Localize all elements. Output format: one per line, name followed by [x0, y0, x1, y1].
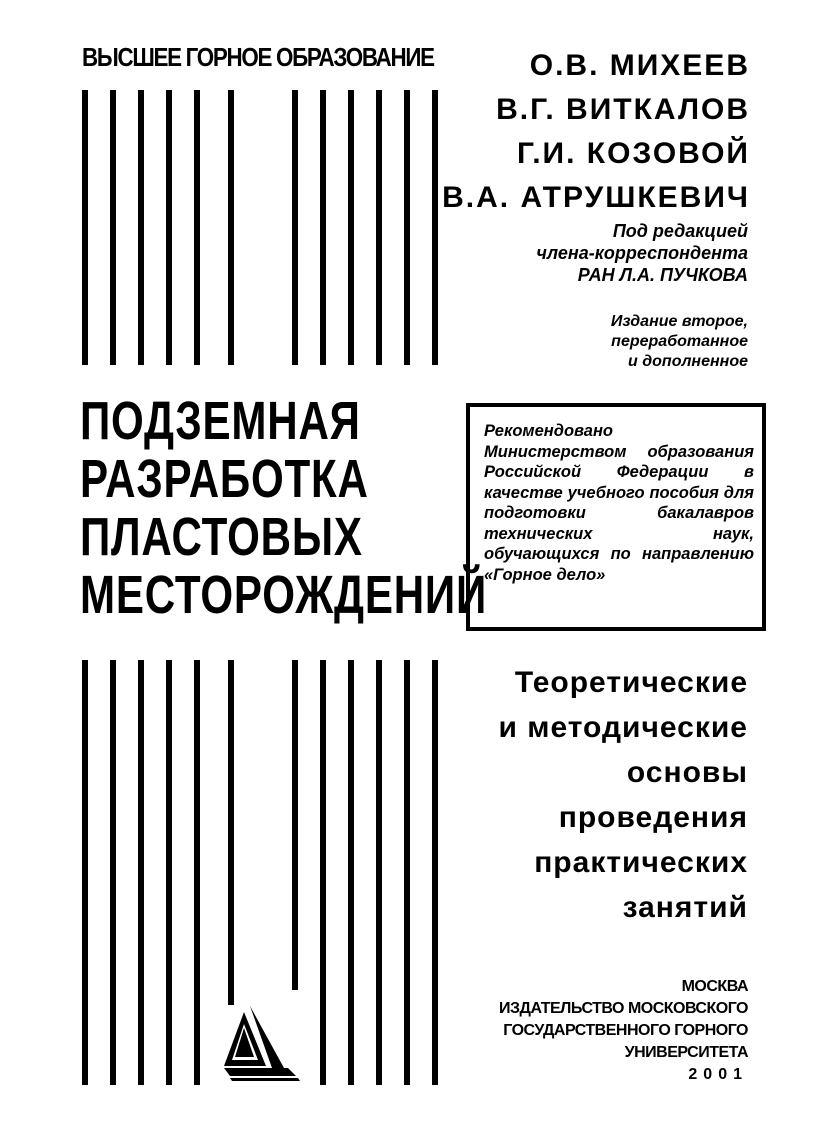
stripe [110, 90, 116, 365]
recommendation-text: Рекомендовано Министерством образования Российской Федерации в качестве учебного пособия для подготовки бакалавров технических наук, обучающихся по направлению «Горное дело» [484, 422, 754, 584]
publisher-line: ГОСУДАРСТВЕННОГО ГОРНОГО [503, 1022, 748, 1039]
stripe [166, 660, 172, 1085]
stripe [432, 90, 438, 365]
edition-line: переработанное [611, 333, 748, 350]
stripe [376, 90, 382, 365]
subtitle-line: Теоретические [514, 666, 748, 699]
author-name: О.В. МИХЕЕВ [529, 49, 750, 82]
stripe [228, 660, 234, 1005]
stripe [348, 660, 354, 1085]
author-name: Г.И. КОЗОВОЙ [516, 137, 750, 170]
subtitle-line: занятий [622, 891, 748, 924]
editor-line: члена-корреспондента [536, 243, 748, 263]
editor-line: РАН Л.А. ПУЧКОВА [577, 265, 748, 285]
stripe [228, 90, 234, 365]
stripe [82, 660, 88, 1085]
stripe [320, 660, 326, 1085]
stripe [292, 90, 298, 365]
publisher-block [499, 976, 748, 1086]
stripe [404, 90, 410, 365]
stripe [320, 90, 326, 365]
editor-note [536, 220, 748, 286]
book-subtitle [498, 660, 748, 930]
title-line: ПЛАСТОВЫХ [80, 507, 363, 567]
publisher-line: МОСКВА [681, 978, 748, 995]
stripe [138, 90, 144, 365]
publisher-line: ИЗДАТЕЛЬСТВО МОСКОВСКОГО [499, 1000, 748, 1017]
book-title [80, 391, 488, 625]
stripe [138, 660, 144, 1085]
editor-line: Под редакцией [612, 221, 748, 241]
stripe [292, 660, 298, 990]
stripe [432, 660, 438, 1085]
stripe [404, 660, 410, 1085]
subtitle-line: проведения [558, 801, 748, 834]
series-label: ВЫСШЕЕ ГОРНОЕ ОБРАЗОВАНИЕ [82, 42, 434, 72]
stripe [376, 660, 382, 1085]
author-name: В.А. АТРУШКЕВИЧ [442, 181, 750, 214]
subtitle-line: и методические [498, 711, 748, 744]
title-line: МЕСТОРОЖДЕНИЙ [80, 565, 488, 625]
title-line: ПОДЗЕМНАЯ [80, 391, 361, 451]
publisher-line: УНИВЕРСИТЕТА [624, 1044, 748, 1061]
edition-note [611, 312, 748, 372]
authors-list [442, 44, 750, 220]
edition-line: Издание второе, [610, 313, 748, 330]
stripe [166, 90, 172, 365]
subtitle-line: практических [534, 846, 748, 879]
edition-line: и дополненное [628, 353, 748, 370]
author-name: В.Г. ВИТКАЛОВ [496, 93, 750, 126]
recommendation-box [466, 403, 766, 631]
publisher-triangle-book-icon [222, 1002, 304, 1082]
publication-year: 2001 [688, 1066, 748, 1083]
stripe [194, 90, 200, 365]
subtitle-line: основы [626, 756, 748, 789]
stripe [110, 660, 116, 1085]
stripe [82, 90, 88, 365]
stripe [348, 90, 354, 365]
title-line: РАЗРАБОТКА [80, 449, 369, 509]
top-stripes [82, 90, 444, 365]
stripe [194, 660, 200, 1085]
